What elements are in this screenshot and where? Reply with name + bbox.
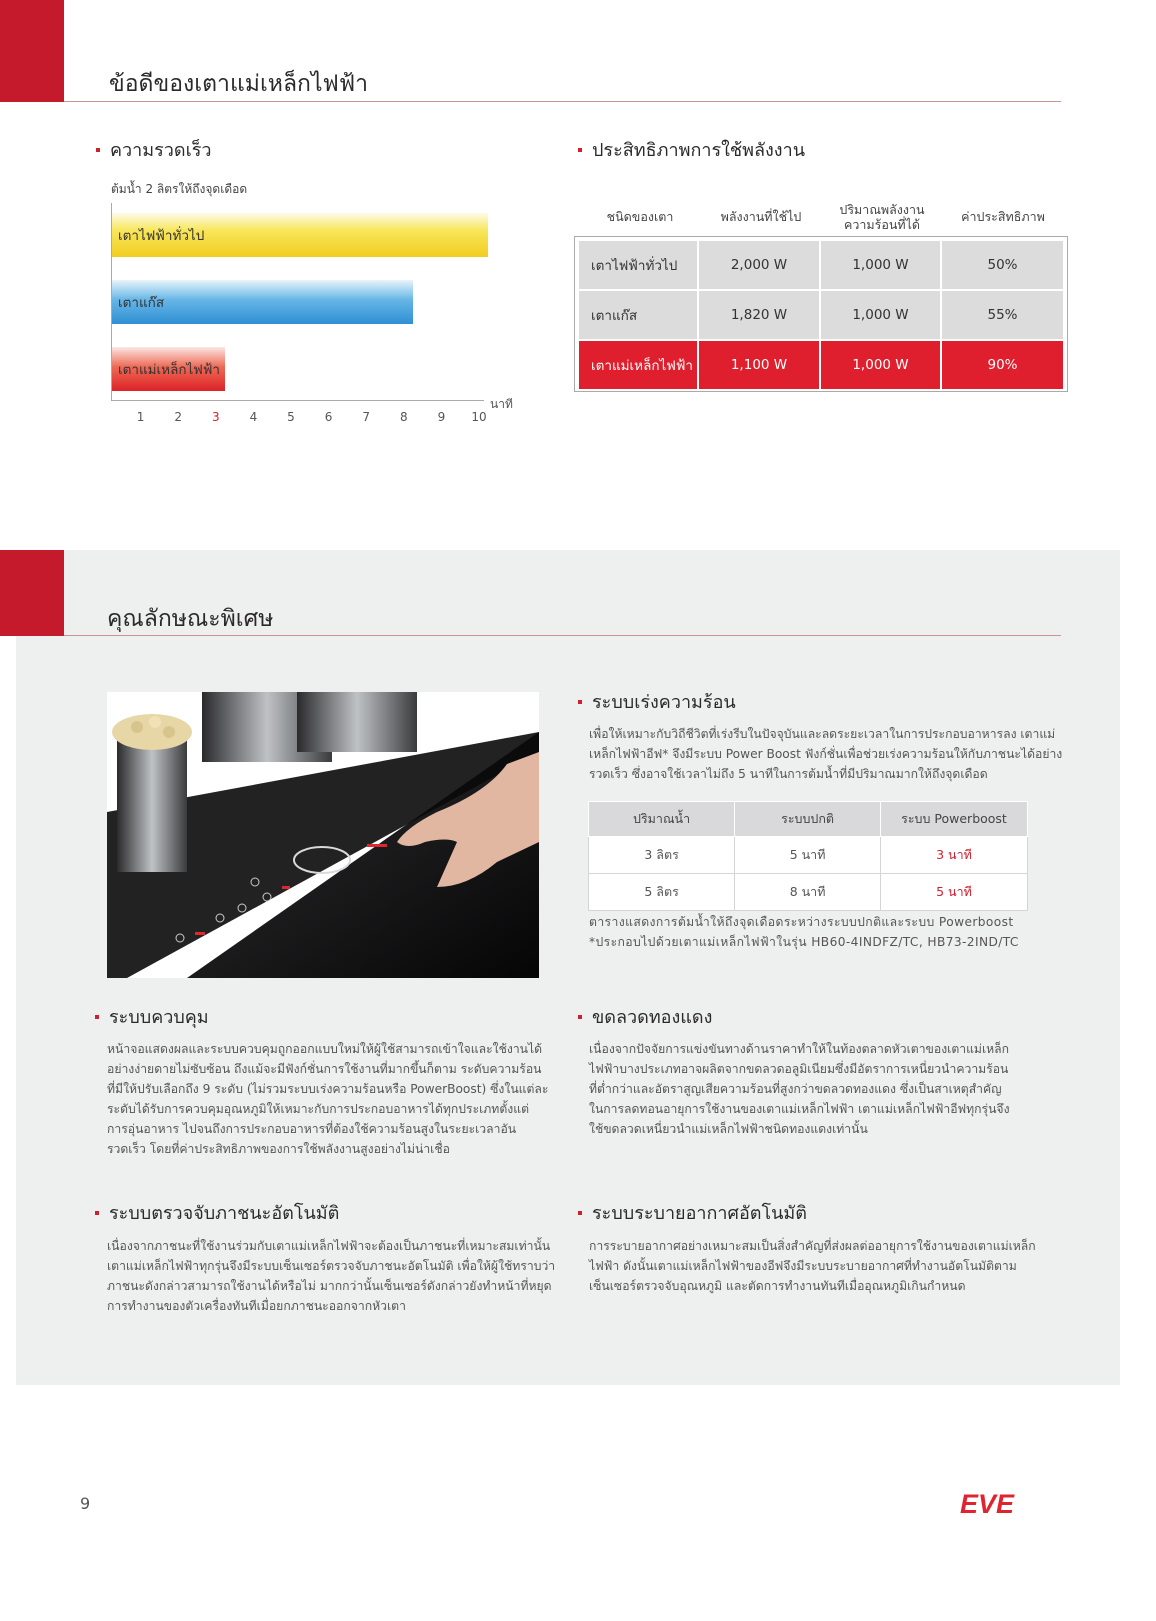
eff-header-output-1: ปริมาณพลังงาน <box>839 202 925 217</box>
eff-row <box>579 291 1063 339</box>
induction-cooktop-photo <box>107 692 539 978</box>
eff-cell: 1,000 W <box>821 341 940 389</box>
paragraph-line: เนื่องจากปัจจัยการแข่งขันทางด้านราคาทำให้ในท้องตลาดหัวเตาของเตาแม่เหล็ก <box>589 1042 1010 1056</box>
eff-header-efficiency: ค่าประสิทธิภาพ <box>961 209 1045 224</box>
eff-cell: เตาแก๊ส <box>579 291 697 339</box>
bullet-icon <box>578 1015 582 1019</box>
eff-cell: 50% <box>942 241 1063 289</box>
chart-bar-3 <box>112 347 225 391</box>
cooktop-illustration <box>107 692 539 978</box>
eve-logo-mark <box>958 1488 1038 1518</box>
eff-cell: 1,100 W <box>699 341 819 389</box>
eff-cell: 1,000 W <box>821 241 940 289</box>
boost-table-notes <box>589 912 1019 952</box>
eff-header-type: ชนิดของเตา <box>606 209 674 224</box>
eff-cell: 55% <box>942 291 1063 339</box>
paragraph-line: ภาชนะดังกล่าวสามารถใช้งานได้หรือไม่ มากกว่านั้นเซ็นเซอร์ดังกล่าวยังทำหน้าที่หยุด <box>107 1279 552 1293</box>
paragraph-line: เพื่อให้เหมาะกับวิถีชีวิตที่เร่งรีบในปัจจุบันและลดระยะเวลาในการประกอบอาหารลง เตาแม่ <box>589 727 1056 741</box>
control-paragraph <box>107 1039 548 1159</box>
table-header: ระบบปกติ <box>735 802 881 837</box>
chart-bar-1 <box>112 213 488 257</box>
eve-logo-text: EVE <box>960 1489 1015 1518</box>
paragraph-line: หน้าจอแสดงผลและระบบควบคุมถูกออกแบบใหม่ให้ผู้ใช้สามารถเข้าใจและใช้งานได้ <box>107 1042 543 1056</box>
chart-bar-label: เตาแม่เหล็กไฟฟ้า <box>118 362 221 378</box>
paragraph-line: รวดเร็ว โดยที่ค่าประสิทธิภาพของการใช้พลังงานสูงอย่างไม่น่าเชื่อ <box>107 1142 450 1156</box>
chart-tick-label: 4 <box>249 410 258 424</box>
paragraph-line: ไฟฟ้า ดังนั้นเตาแม่เหล็กไฟฟ้าของอีฟจึงมีระบบระบายอากาศที่ทำงานอัตโนมัติตาม <box>589 1259 1017 1273</box>
efficiency-heading-text: ประสิทธิภาพการใช้พลังงาน <box>592 140 806 161</box>
section2-red-marker <box>0 550 64 636</box>
eff-header-output-2: ความร้อนที่ได้ <box>843 217 921 232</box>
efficiency-heading <box>578 135 805 164</box>
bullet-icon <box>95 1211 99 1215</box>
eff-cell: เตาแม่เหล็กไฟฟ้า <box>579 341 697 389</box>
section1-title: ข้อดีของเตาแม่เหล็กไฟฟ้า <box>109 71 369 97</box>
vent-paragraph <box>589 1236 1036 1296</box>
table-cell: 8 นาที <box>735 874 881 911</box>
paragraph-line: การอุ่นอาหาร ไปจนถึงการประกอบอาหารที่ต้องใช้ความร้อนสูงในระยะเวลาอัน <box>107 1122 517 1136</box>
eff-row <box>579 241 1063 289</box>
table-header-row <box>589 802 1028 837</box>
bullet-icon <box>95 1015 99 1019</box>
table-row <box>589 837 1028 874</box>
coil-heading-text: ขดลวดทองแดง <box>592 1007 713 1028</box>
chart-tick-label: 5 <box>287 410 295 424</box>
section2-title: คุณลักษณะพิเศษ <box>107 606 274 632</box>
paragraph-line: ที่มีให้ปรับเลือกถึง 9 ระดับ (ไม่รวมระบบเร่งความร้อนหรือ PowerBoost) ซึ่งในแต่ละ <box>107 1082 549 1096</box>
paragraph-line: ใช้ขดลวดเหนี่ยวนำแม่เหล็กไฟฟ้าชนิดทองแดงเท่านั้น <box>589 1122 868 1136</box>
table-cell: 3 ลิตร <box>589 837 735 874</box>
bullet-icon <box>578 148 582 152</box>
eve-logo <box>958 1488 1038 1518</box>
table-cell: 5 นาที <box>735 837 881 874</box>
eff-header-used: พลังงานที่ใช้ไป <box>720 209 802 224</box>
speed-caption: ต้มน้ำ 2 ลิตรให้ถึงจุดเดือด <box>111 182 248 196</box>
chart-tick-label: 10 <box>471 410 487 424</box>
chart-tick-label: 2 <box>174 410 182 424</box>
vent-heading <box>578 1198 807 1227</box>
detect-heading <box>95 1198 339 1227</box>
detect-paragraph <box>107 1236 555 1316</box>
paragraph-line: การทำงานของตัวเครื่องทันทีเมื่อยกภาชนะออกจากหัวเตา <box>107 1299 406 1313</box>
table-note: ตารางแสดงการต้มน้ำให้ถึงจุดเดือดระหว่างระบบปกติและระบบ Powerboost <box>589 915 1014 929</box>
table-cell-highlight: 3 นาที <box>880 837 1027 874</box>
section1-divider <box>64 101 1061 102</box>
page-number: 9 <box>80 1494 91 1513</box>
eff-cell: 1,000 W <box>821 291 940 339</box>
paragraph-line: เตาแม่เหล็กไฟฟ้าทุกรุ่นจึงมีระบบเซ็นเซอร์ตรวจจับภาชนะอัตโนมัติ เพื่อให้ผู้ใช้ทราบว่า <box>107 1259 556 1273</box>
eff-cell: 1,820 W <box>699 291 819 339</box>
table-row <box>589 874 1028 911</box>
paragraph-line: การระบายอากาศอย่างเหมาะสมเป็นสิ่งสำคัญที่ส่งผลต่ออายุการใช้งานของเตาแม่เหล็ก <box>589 1239 1036 1253</box>
chart-tick-label: 3 <box>211 410 220 424</box>
vent-heading-text: ระบบระบายอากาศอัตโนมัติ <box>592 1203 807 1224</box>
boost-paragraph <box>589 724 1062 784</box>
paragraph-line: อย่างง่ายดายไม่ซับซ้อน ถึงแม้จะมีฟังก์ชั่นการใช้งานที่มากขึ้นก็ตาม ระดับความร้อน <box>107 1062 542 1076</box>
eff-cell: เตาไฟฟ้าทั่วไป <box>579 241 697 289</box>
paragraph-line: ไฟฟ้าบางประเภทอาจผลิตจากขดลวดอลูมิเนียมซึ่งมีอัตราการเหนี่ยวนำความร้อน <box>589 1062 1009 1076</box>
chart-tick-label: 6 <box>324 410 333 424</box>
chart-tick-label: 8 <box>399 410 408 424</box>
control-heading <box>95 1002 209 1031</box>
boost-heading-text: ระบบเร่งความร้อน <box>592 692 736 713</box>
paragraph-line: เหล็กไฟฟ้าอีฟ* จึงมีระบบ Power Boost ฟังก์ชั่นเพื่อช่วยเร่งความร้อนให้กับภาชนะได้อย่าง <box>589 747 1063 761</box>
table-header: ปริมาณน้ำ <box>589 802 735 837</box>
bullet-icon <box>578 1211 582 1215</box>
table-header: ระบบ Powerboost <box>880 802 1027 837</box>
coil-heading <box>578 1002 712 1031</box>
chart-bar-2 <box>112 280 413 324</box>
speed-heading <box>96 135 212 164</box>
paragraph-line: ที่ต่ำกว่าและอัตราสูญเสียความร้อนที่สูงกว่าขดลวดทองแดง ซึ่งเป็นสาเหตุสำคัญ <box>589 1082 1002 1096</box>
paragraph-line: เนื่องจากภาชนะที่ใช้งานร่วมกับเตาแม่เหล็กไฟฟ้าจะต้องเป็นภาชนะที่เหมาะสมเท่านั้น <box>107 1239 551 1253</box>
table-cell: 5 ลิตร <box>589 874 735 911</box>
bullet-icon <box>578 700 582 704</box>
eff-cell: 2,000 W <box>699 241 819 289</box>
control-heading-text: ระบบควบคุม <box>109 1007 209 1028</box>
chart-bar-label: เตาไฟฟ้าทั่วไป <box>118 228 205 244</box>
paragraph-line: รวดเร็ว ซึ่งอาจใช้เวลาไม่ถึง 5 นาทีในการต้มน้ำที่มีปริมาณมากให้ถึงจุดเดือด <box>589 767 988 781</box>
chart-bar-label: เตาแก๊ส <box>118 295 165 311</box>
efficiency-table <box>574 236 1068 392</box>
table-note: *ประกอบไปด้วยเตาแม่เหล็กไฟฟ้าในรุ่น HB60-4INDFZ/TC, HB73-2IND/TC <box>589 935 1019 949</box>
paragraph-line: ในการลดทอนอายุการใช้งานของเตาแม่เหล็กไฟฟ้า เตาแม่เหล็กไฟฟ้าอีฟทุกรุ่นจึง <box>589 1102 1010 1116</box>
powerboost-table <box>588 801 1028 911</box>
paragraph-line: เซ็นเซอร์ตรวจจับอุณหภูมิ และตัดการทำงานทันทีเมื่ออุณหภูมิเกินกำหนด <box>589 1279 966 1293</box>
chart-tick-label: 9 <box>437 410 446 424</box>
bullet-icon <box>96 148 100 152</box>
speed-heading-text: ความรวดเร็ว <box>110 140 212 161</box>
coil-paragraph <box>589 1039 1010 1139</box>
detect-heading-text: ระบบตรวจจับภาชนะอัตโนมัติ <box>109 1203 340 1224</box>
paragraph-line: ระดับได้รับการควบคุมอุณหภูมิให้เหมาะกับการประกอบอาหารได้ทุกประเภทตั้งแต่ <box>107 1102 529 1116</box>
chart-x-unit: นาที <box>490 397 513 411</box>
eff-row-highlight <box>579 341 1063 389</box>
eff-cell: 90% <box>942 341 1063 389</box>
section1-red-marker <box>0 0 64 102</box>
chart-tick-label: 7 <box>362 410 370 424</box>
chart-x-axis <box>111 400 484 401</box>
boost-heading <box>578 687 736 716</box>
table-cell-highlight: 5 นาที <box>880 874 1027 911</box>
section2-divider <box>64 635 1061 636</box>
chart-tick-label: 1 <box>136 410 145 424</box>
